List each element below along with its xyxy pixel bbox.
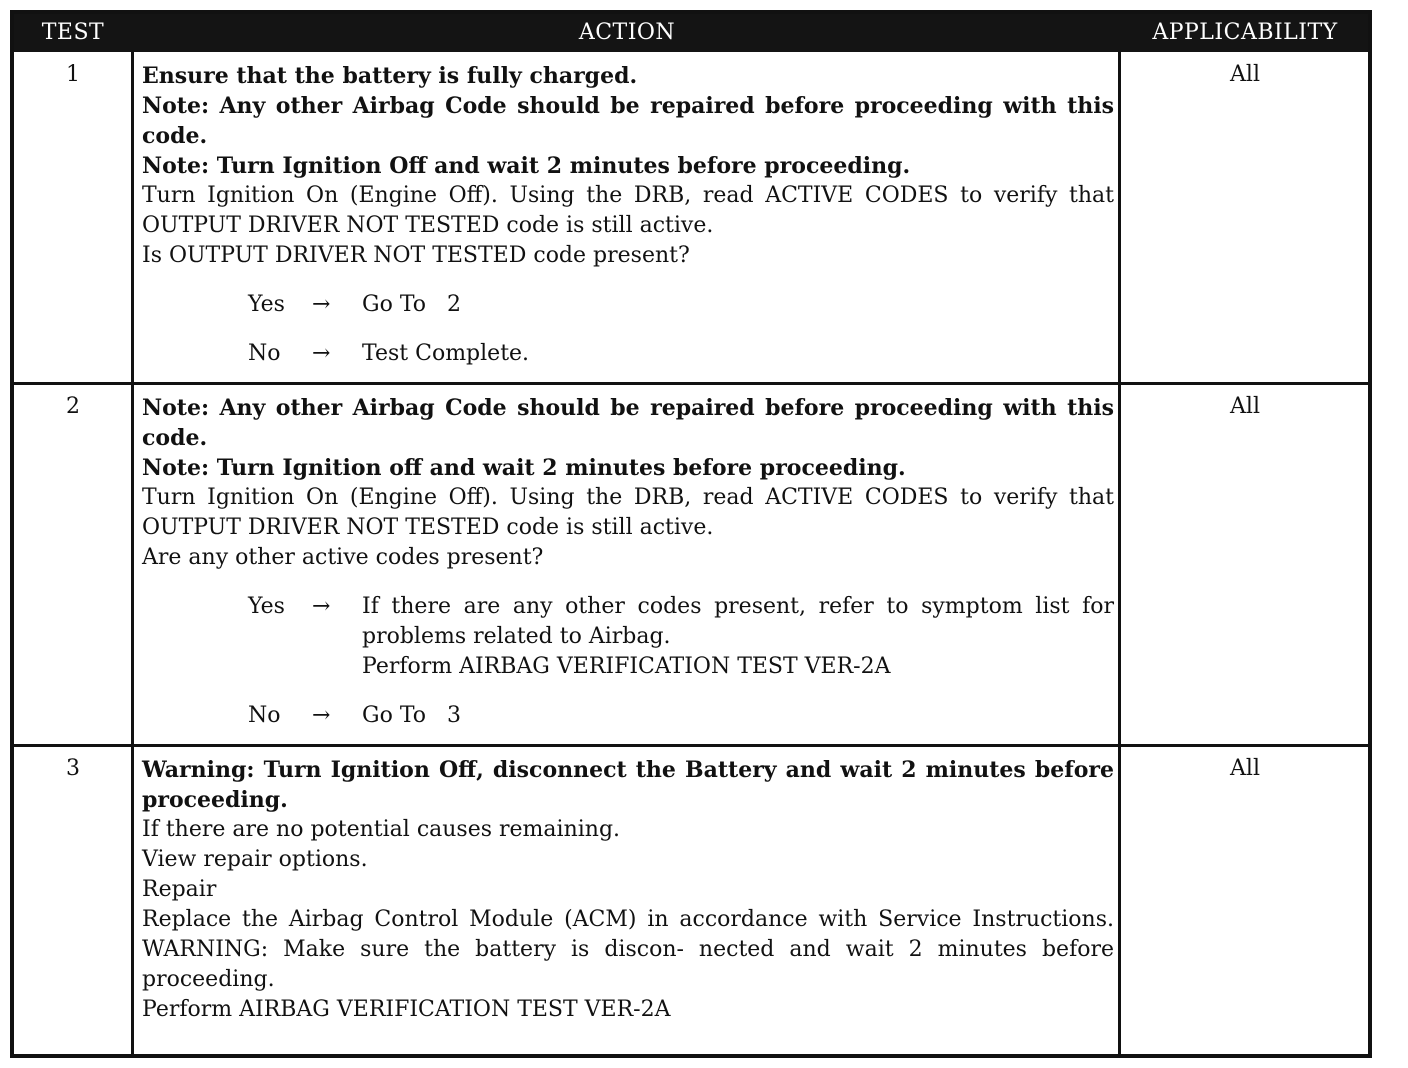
arrow-icon: → <box>312 703 331 728</box>
option-yes <box>142 592 1114 682</box>
option-label: No <box>248 703 281 728</box>
applicability-value: All <box>1230 756 1260 781</box>
option-label: No <box>248 341 281 366</box>
action-note: Note: Turn Ignition Off and wait 2 minutes before proceeding. <box>142 153 911 179</box>
row-divider <box>14 744 1368 747</box>
action-question: Is OUTPUT DRIVER NOT TESTED code present? <box>142 243 690 268</box>
action-text: Turn Ignition On (Engine Off). Using the DRB, read ACTIVE CODES to verify that OUTPUT DRIVER NOT TESTED code is still active. <box>142 183 1114 238</box>
action-cell <box>142 755 1114 1025</box>
header-action: ACTION <box>578 20 676 45</box>
action-note: Note: Any other Airbag Code should be repaired before proceeding with this code. <box>142 93 1114 149</box>
diagnostic-table <box>10 10 1372 1058</box>
action-cell <box>142 61 1114 369</box>
action-cell <box>142 393 1114 731</box>
test-number: 1 <box>66 62 80 87</box>
test-number: 2 <box>66 394 80 419</box>
action-text: Turn Ignition On (Engine Off). Using the DRB, read ACTIVE CODES to verify that OUTPUT DRIVER NOT TESTED code is still active. <box>142 485 1114 540</box>
table-header <box>14 14 1368 52</box>
row-divider <box>14 382 1368 385</box>
column-divider <box>131 52 134 1054</box>
applicability-value: All <box>1230 394 1260 419</box>
action-text: View repair options. <box>142 847 368 872</box>
option-result: If there are any other codes present, refer to symptom list for problems related to Airbag. <box>362 594 1114 649</box>
action-note: Note: Any other Airbag Code should be repaired before proceeding with this code. <box>142 395 1114 451</box>
test-number: 3 <box>66 756 80 781</box>
column-divider <box>1118 52 1121 1054</box>
repair-verification: Perform AIRBAG VERIFICATION TEST VER-2A <box>142 997 671 1022</box>
repair-label: Repair <box>142 877 217 902</box>
option-result: Go To 2 <box>362 292 461 317</box>
action-warning: Warning: Turn Ignition Off, disconnect the Battery and wait 2 minutes before proceeding. <box>142 757 1114 813</box>
action-note: Note: Turn Ignition off and wait 2 minutes before proceeding. <box>142 455 906 481</box>
action-question: Are any other active codes present? <box>142 545 544 570</box>
header-applicability: APPLICABILITY <box>1152 20 1338 45</box>
action-bold-text: Ensure that the battery is fully charged. <box>142 63 638 89</box>
arrow-icon: → <box>312 594 331 619</box>
option-result: Go To 3 <box>362 703 461 728</box>
header-test: TEST <box>41 20 105 45</box>
option-no <box>142 701 1114 731</box>
option-result: Test Complete. <box>362 341 530 366</box>
applicability-value: All <box>1230 62 1260 87</box>
option-label: Yes <box>248 292 285 317</box>
option-no <box>142 339 1114 369</box>
arrow-icon: → <box>312 292 331 317</box>
option-result-verification: Perform AIRBAG VERIFICATION TEST VER-2A <box>362 654 891 679</box>
option-yes <box>142 290 1114 320</box>
arrow-icon: → <box>312 341 331 366</box>
repair-text: Replace the Airbag Control Module (ACM) in accordance with Service Instructions. WARNING: Make sure the battery is discon- nected and wait 2 minutes before proceeding. <box>142 907 1114 992</box>
option-label: Yes <box>248 594 285 619</box>
action-text: If there are no potential causes remaining. <box>142 817 621 842</box>
